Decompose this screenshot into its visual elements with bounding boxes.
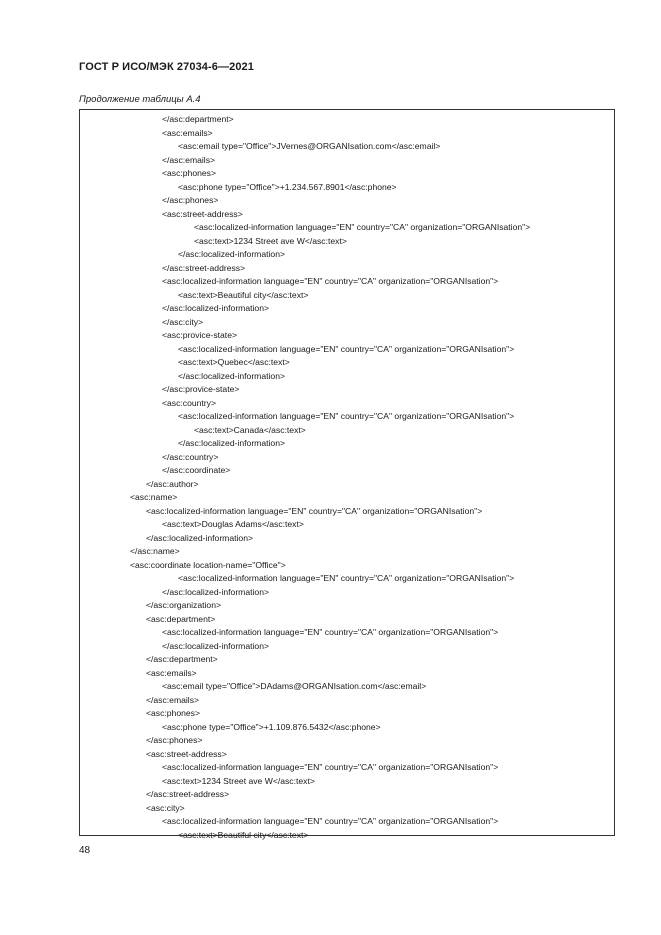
code-line: <asc:localized-information language="EN" country="CA" organization="ORGANIsation"> [162,276,499,286]
code-line: <asc:localized-information language="EN" country="CA" organization="ORGANIsation"> [178,343,515,354]
code-line: </asc:localized-information> [146,532,253,543]
code-line: <asc:text>Quebec</asc:text> [178,357,290,367]
code-line: <asc:localized-information language="EN" country="CA" organization="ORGANIsation"> [178,411,515,421]
code-line: </asc:emails> [162,154,216,165]
code-line: </asc:emails> [146,694,200,705]
code-line: <asc:text>1234 Street ave W</asc:text> [162,775,315,786]
code-line: <asc:country> [162,397,216,408]
code-line: <asc:phone type="Office">+1.109.876.5432</asc:phone> [162,721,381,732]
code-line: </asc:street-address> [162,262,246,273]
code-line: </asc:localized-information> [162,586,269,597]
code-line: <asc:email type="Office">JVernes@ORGANIsation.com</asc:email> [178,141,441,151]
page-number: 48 [79,845,91,856]
code-line: <asc:text>Douglas Adams</asc:text> [162,519,304,529]
code-line: <asc:phone type="Office">+1.234.567.8901</asc:phone> [178,181,397,192]
code-line: </asc:phones> [162,195,219,205]
code-line: </asc:localized-information> [162,303,269,313]
code-line: <asc:text>1234 Street ave W</asc:text> [194,235,347,246]
code-line: <asc:coordinate location-name="Office"> [130,559,286,570]
code-line: <asc:localized-information language="EN" country="CA" organization="ORGANIsation"> [162,627,499,637]
code-line: </asc:localized-information> [162,640,269,651]
code-line: <asc:emails> [162,127,213,138]
code-line: </asc:name> [130,546,180,556]
code-line: <asc:localized-information language="EN" country="CA" organization="ORGANIsation"> [162,762,499,772]
document-title: ГОСТ Р ИСО/МЭК 27034-6—2021 [79,61,254,73]
code-line: <asc:localized-information language="EN" country="CA" organization="ORGANIsation"> [162,816,499,826]
code-line: <asc:email type="Office">DAdams@ORGANIsation.com</asc:email> [162,681,427,691]
code-line: <asc:department> [146,613,216,624]
code-line: <asc:street-address> [146,748,227,759]
code-line: <asc:street-address> [162,208,243,219]
code-line: </asc:author> [146,478,199,489]
code-line: <asc:text>Beautiful city</asc:text> [178,829,309,840]
code-line: </asc:city> [162,316,204,327]
code-line: <asc:city> [146,802,185,813]
code-line: </asc:department> [146,654,218,664]
code-line: </asc:localized-information> [178,249,285,259]
code-line: </asc:coordinate> [162,465,231,475]
code-line: </asc:phones> [146,735,203,745]
code-line: <asc:text>Canada</asc:text> [194,424,306,435]
code-line: <asc:provice-state> [162,330,237,340]
code-line: <asc:name> [130,492,178,502]
xml-code-table-cell [79,109,615,840]
code-line: <asc:text>Beautiful city</asc:text> [178,289,309,300]
code-line: </asc:organization> [146,600,222,610]
code-line: <asc:localized-information language="EN" country="CA" organization="ORGANIsation"> [194,222,531,232]
code-line: <asc:phones> [162,168,216,178]
code-line: </asc:department> [162,114,234,124]
code-line: <asc:emails> [146,667,197,678]
code-line: </asc:localized-information> [178,438,285,448]
code-line: </asc:country> [162,451,219,462]
code-line: </asc:localized-information> [178,370,285,381]
code-line: </asc:street-address> [146,789,230,799]
table-continuation-caption: Продолжение таблицы А.4 [79,94,201,105]
code-line: <asc:localized-information language="EN" country="CA" organization="ORGANIsation"> [146,505,483,516]
code-line: <asc:localized-information language="EN" country="CA" organization="ORGANIsation"> [178,573,515,583]
code-line: </asc:provice-state> [162,384,240,394]
code-line: <asc:phones> [146,708,200,718]
